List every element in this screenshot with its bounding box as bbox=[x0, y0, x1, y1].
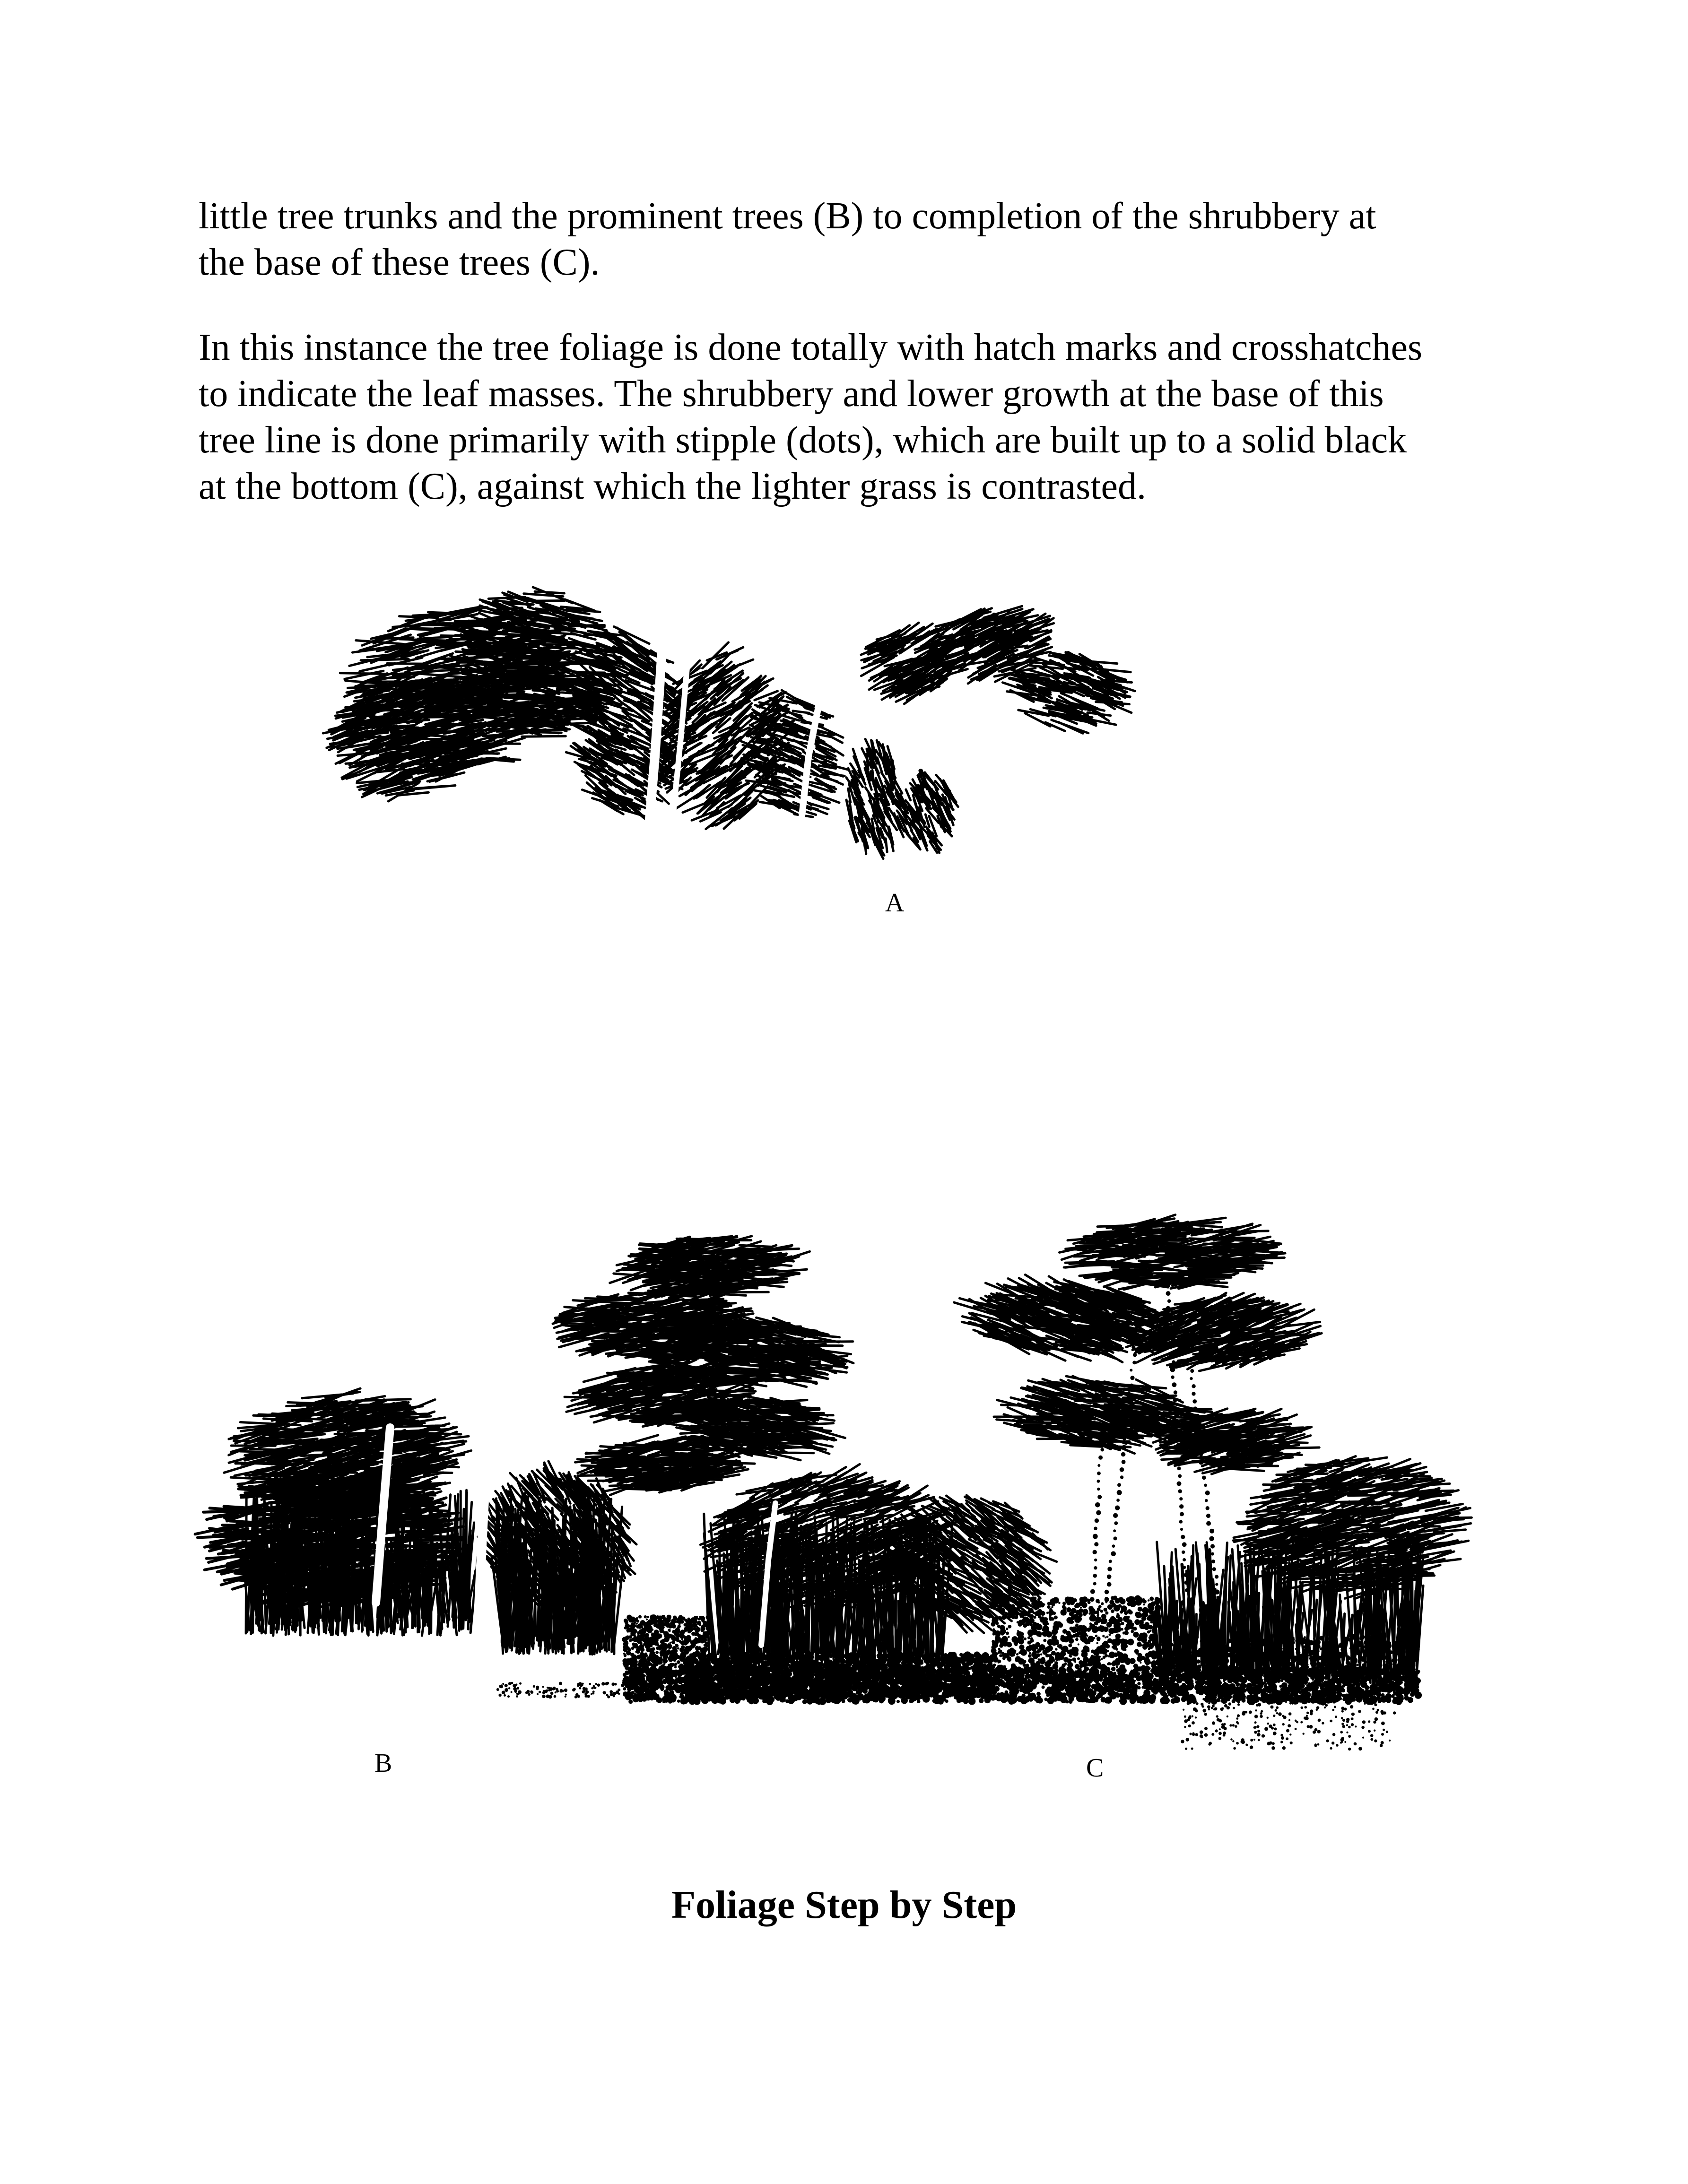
figure-caption: Foliage Step by Step bbox=[671, 1883, 1017, 1927]
figure-label-b: B bbox=[374, 1749, 392, 1778]
paragraph-line: to indicate the leaf masses. The shrubbery and lower growth at the base of this bbox=[199, 373, 1384, 415]
figure-label-a: A bbox=[885, 888, 905, 918]
paragraph-line: at the bottom (C), against which the lighter grass is contrasted. bbox=[199, 466, 1146, 507]
sketch-a-hatched-foliage bbox=[323, 587, 1135, 858]
sketch-bc-tree-line bbox=[195, 1215, 1472, 1751]
paragraph-line: In this instance the tree foliage is done totally with hatch marks and crosshatches bbox=[199, 327, 1423, 368]
paragraph-line: little tree trunks and the prominent trees (B) to completion of the shrubbery at bbox=[199, 195, 1376, 237]
paragraph-line: the base of these trees (C). bbox=[199, 242, 600, 283]
figure-label-c: C bbox=[1086, 1753, 1104, 1783]
paragraph-line: tree line is done primarily with stipple (dots), which are built up to a solid black bbox=[199, 419, 1407, 461]
